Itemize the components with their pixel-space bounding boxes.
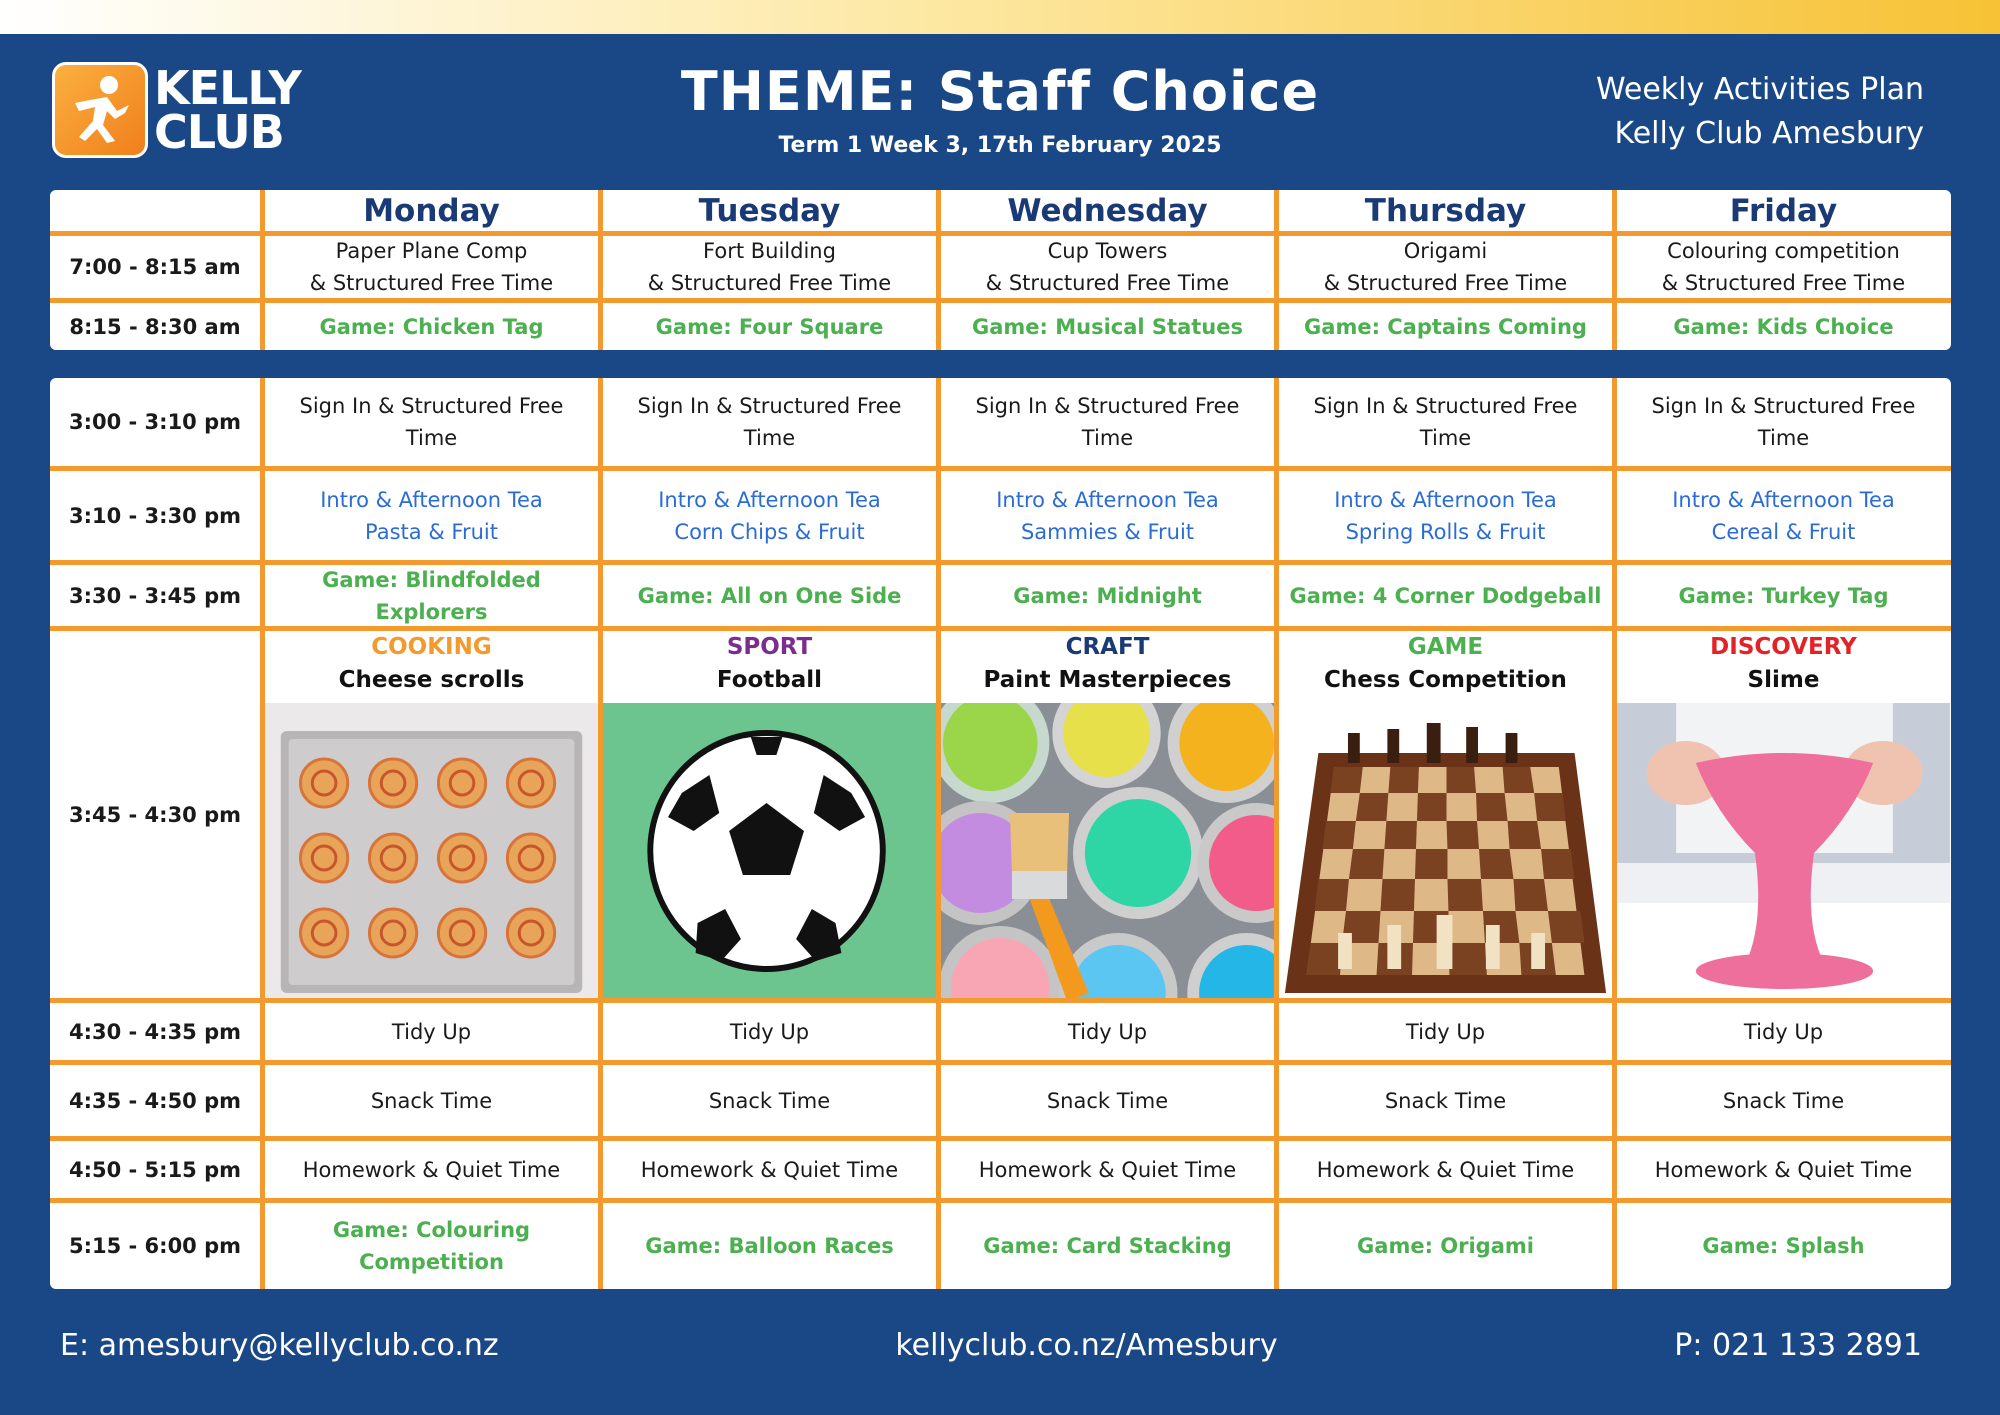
- brand-name: [154, 61, 301, 159]
- activity-name: Football: [716, 667, 823, 693]
- time-slot: 3:30 - 3:45 pm: [68, 583, 242, 608]
- time-slot: 3:10 - 3:30 pm: [68, 503, 242, 528]
- time-slot: 3:45 - 4:30 pm: [68, 802, 242, 827]
- schedule-cell: [1274, 236, 1612, 298]
- schedule-cell: Snack Time: [1612, 1065, 1950, 1136]
- activity-line: Intro & Afternoon Tea: [658, 487, 881, 512]
- schedule-cell: Tidy Up: [1612, 1003, 1950, 1060]
- food-line: Sammies & Fruit: [1020, 519, 1195, 544]
- day-header-friday: Friday: [1612, 190, 1950, 231]
- time-slot: 8:15 - 8:30 am: [69, 314, 241, 339]
- category-label: SPORT: [726, 634, 813, 660]
- activity-cell-game: [1274, 631, 1612, 998]
- category-label: GAME: [1407, 634, 1484, 660]
- activity-line: Intro & Afternoon Tea: [1672, 487, 1895, 512]
- activity-line: Origami: [1403, 239, 1488, 263]
- schedule-cell: Tidy Up: [598, 1003, 936, 1060]
- game-cell: Game: Splash: [1612, 1203, 1950, 1289]
- kelly-club-logo-icon: [52, 62, 148, 158]
- afternoon-tea-cell: [1274, 471, 1612, 560]
- schedule-cell: Tidy Up: [260, 1003, 598, 1060]
- activity-line: Intro & Afternoon Tea: [996, 487, 1219, 512]
- day-header-wednesday: Wednesday: [936, 190, 1274, 231]
- activity-line: & Structured Free Time: [309, 271, 554, 295]
- schedule-cell: Homework & Quiet Time: [598, 1141, 936, 1198]
- activity-row: [50, 631, 1951, 1003]
- schedule-cell: Snack Time: [598, 1065, 936, 1136]
- activity-line: Paper Plane Comp: [335, 239, 528, 263]
- schedule-cell: Snack Time: [260, 1065, 598, 1136]
- category-label: COOKING: [371, 634, 492, 660]
- activity-cell-craft: [936, 631, 1274, 998]
- day-header-thursday: Thursday: [1274, 190, 1612, 231]
- schedule-row: [50, 1003, 1951, 1065]
- footer-website[interactable]: kellyclub.co.nz/Amesbury: [895, 1328, 1278, 1363]
- plan-label: Weekly Activities Plan: [1595, 72, 1924, 107]
- schedule-row: [50, 303, 1951, 350]
- schedule-row: [50, 378, 1951, 471]
- game-cell: Game: Card Stacking: [936, 1203, 1274, 1289]
- food-line: Corn Chips & Fruit: [674, 519, 865, 544]
- game-cell: Game: Colouring Competition: [260, 1203, 598, 1289]
- kelly-club-logo: [52, 62, 301, 158]
- time-slot: 4:30 - 4:35 pm: [68, 1019, 242, 1044]
- activity-line: Fort Building: [703, 239, 836, 263]
- afternoon-tea-cell: [598, 471, 936, 560]
- time-slot: 4:35 - 4:50 pm: [68, 1088, 242, 1113]
- afternoon-schedule-table: [50, 378, 1951, 1289]
- food-line: Spring Rolls & Fruit: [1345, 519, 1546, 544]
- football-image: [603, 703, 936, 998]
- schedule-cell: Homework & Quiet Time: [1274, 1141, 1612, 1198]
- food-line: Cereal & Fruit: [1711, 519, 1856, 544]
- activity-line: Intro & Afternoon Tea: [320, 487, 543, 512]
- game-cell: Game: Balloon Races: [598, 1203, 936, 1289]
- day-header-monday: Monday: [260, 190, 598, 231]
- time-header-cell: [50, 190, 260, 231]
- page-subtitle: Term 1 Week 3, 17th February 2025: [778, 133, 1222, 158]
- time-slot: 5:15 - 6:00 pm: [68, 1234, 242, 1258]
- game-cell: Game: Origami: [1274, 1203, 1612, 1289]
- schedule-cell: [598, 236, 936, 298]
- activity-name: Cheese scrolls: [338, 667, 525, 693]
- schedule-row: [50, 565, 1951, 631]
- activity-cell-sport: [598, 631, 936, 998]
- game-cell: Game: All on One Side: [598, 565, 936, 626]
- afternoon-tea-cell: [936, 471, 1274, 560]
- category-label: DISCOVERY: [1710, 634, 1857, 660]
- activity-line: Colouring competition: [1667, 239, 1900, 263]
- header-right-info: [1596, 68, 1924, 156]
- page-title: THEME: Staff Choice: [680, 60, 1320, 123]
- cheese-scrolls-image: [265, 703, 598, 998]
- schedule-cell: Tidy Up: [936, 1003, 1274, 1060]
- morning-schedule-table: [50, 190, 1951, 350]
- schedule-row: [50, 471, 1951, 565]
- chess-board-image: [1279, 703, 1612, 998]
- game-cell: Game: Turkey Tag: [1612, 565, 1950, 626]
- header-title-block: [600, 60, 1400, 158]
- schedule-cell: Tidy Up: [1274, 1003, 1612, 1060]
- schedule-cell: Snack Time: [936, 1065, 1274, 1136]
- slime-image: [1617, 703, 1950, 998]
- schedule-cell: [260, 236, 598, 298]
- activity-line: & Structured Free Time: [647, 271, 892, 295]
- schedule-cell: [936, 236, 1274, 298]
- activity-line: & Structured Free Time: [1323, 271, 1568, 295]
- schedule-cell: Sign In & Structured Free Time: [1612, 378, 1950, 466]
- category-label: CRAFT: [1065, 634, 1150, 660]
- paint-pots-image: [941, 703, 1274, 998]
- afternoon-tea-cell: [260, 471, 598, 560]
- activity-name: Slime: [1747, 667, 1820, 693]
- game-cell: Game: Midnight: [936, 565, 1274, 626]
- time-slot: 3:00 - 3:10 pm: [68, 410, 242, 434]
- schedule-row: [50, 1203, 1951, 1289]
- schedule-cell: Sign In & Structured Free Time: [260, 378, 598, 466]
- activity-cell-cooking: [260, 631, 598, 998]
- activity-line: & Structured Free Time: [1661, 271, 1906, 295]
- activity-line: Cup Towers: [1047, 239, 1168, 263]
- afternoon-tea-cell: [1612, 471, 1950, 560]
- footer-phone[interactable]: P: 021 133 2891: [1674, 1328, 1922, 1363]
- game-cell: Game: Kids Choice: [1612, 303, 1950, 350]
- time-slot: 4:50 - 5:15 pm: [68, 1157, 242, 1182]
- schedule-cell: Sign In & Structured Free Time: [936, 378, 1274, 466]
- schedule-cell: Snack Time: [1274, 1065, 1612, 1136]
- food-line: Pasta & Fruit: [365, 519, 498, 544]
- top-gradient-strip: [0, 0, 2000, 34]
- schedule-cell: Sign In & Structured Free Time: [598, 378, 936, 466]
- time-slot: 7:00 - 8:15 am: [69, 255, 241, 279]
- schedule-cell: Homework & Quiet Time: [936, 1141, 1274, 1198]
- game-cell: Game: Four Square: [598, 303, 936, 350]
- footer-email[interactable]: E: amesbury@kellyclub.co.nz: [60, 1328, 499, 1363]
- activity-line: & Structured Free Time: [985, 271, 1230, 295]
- schedule-row: [50, 1065, 1951, 1141]
- game-cell: Game: Musical Statues: [936, 303, 1274, 350]
- day-header-tuesday: Tuesday: [598, 190, 936, 231]
- schedule-cell: Homework & Quiet Time: [1612, 1141, 1950, 1198]
- brand-line-2: CLUB: [154, 105, 284, 159]
- day-header-row: [50, 190, 1951, 236]
- schedule-cell: [1612, 236, 1950, 298]
- activity-line: Intro & Afternoon Tea: [1334, 487, 1557, 512]
- footer: [60, 1328, 1922, 1363]
- activity-cell-discovery: [1612, 631, 1950, 998]
- schedule-row: [50, 1141, 1951, 1203]
- brand-line-1: KELLY: [154, 61, 301, 115]
- activity-name: Paint Masterpieces: [983, 667, 1232, 693]
- game-cell: Game: Chicken Tag: [260, 303, 598, 350]
- schedule-row: [50, 236, 1951, 303]
- activity-name: Chess Competition: [1324, 667, 1567, 693]
- game-cell: Game: Blindfolded Explorers: [260, 565, 598, 626]
- club-location: Kelly Club Amesbury: [1614, 116, 1924, 151]
- schedule-cell: Homework & Quiet Time: [260, 1141, 598, 1198]
- schedule-cell: Sign In & Structured Free Time: [1274, 378, 1612, 466]
- game-cell: Game: 4 Corner Dodgeball: [1274, 565, 1612, 626]
- game-cell: Game: Captains Coming: [1274, 303, 1612, 350]
